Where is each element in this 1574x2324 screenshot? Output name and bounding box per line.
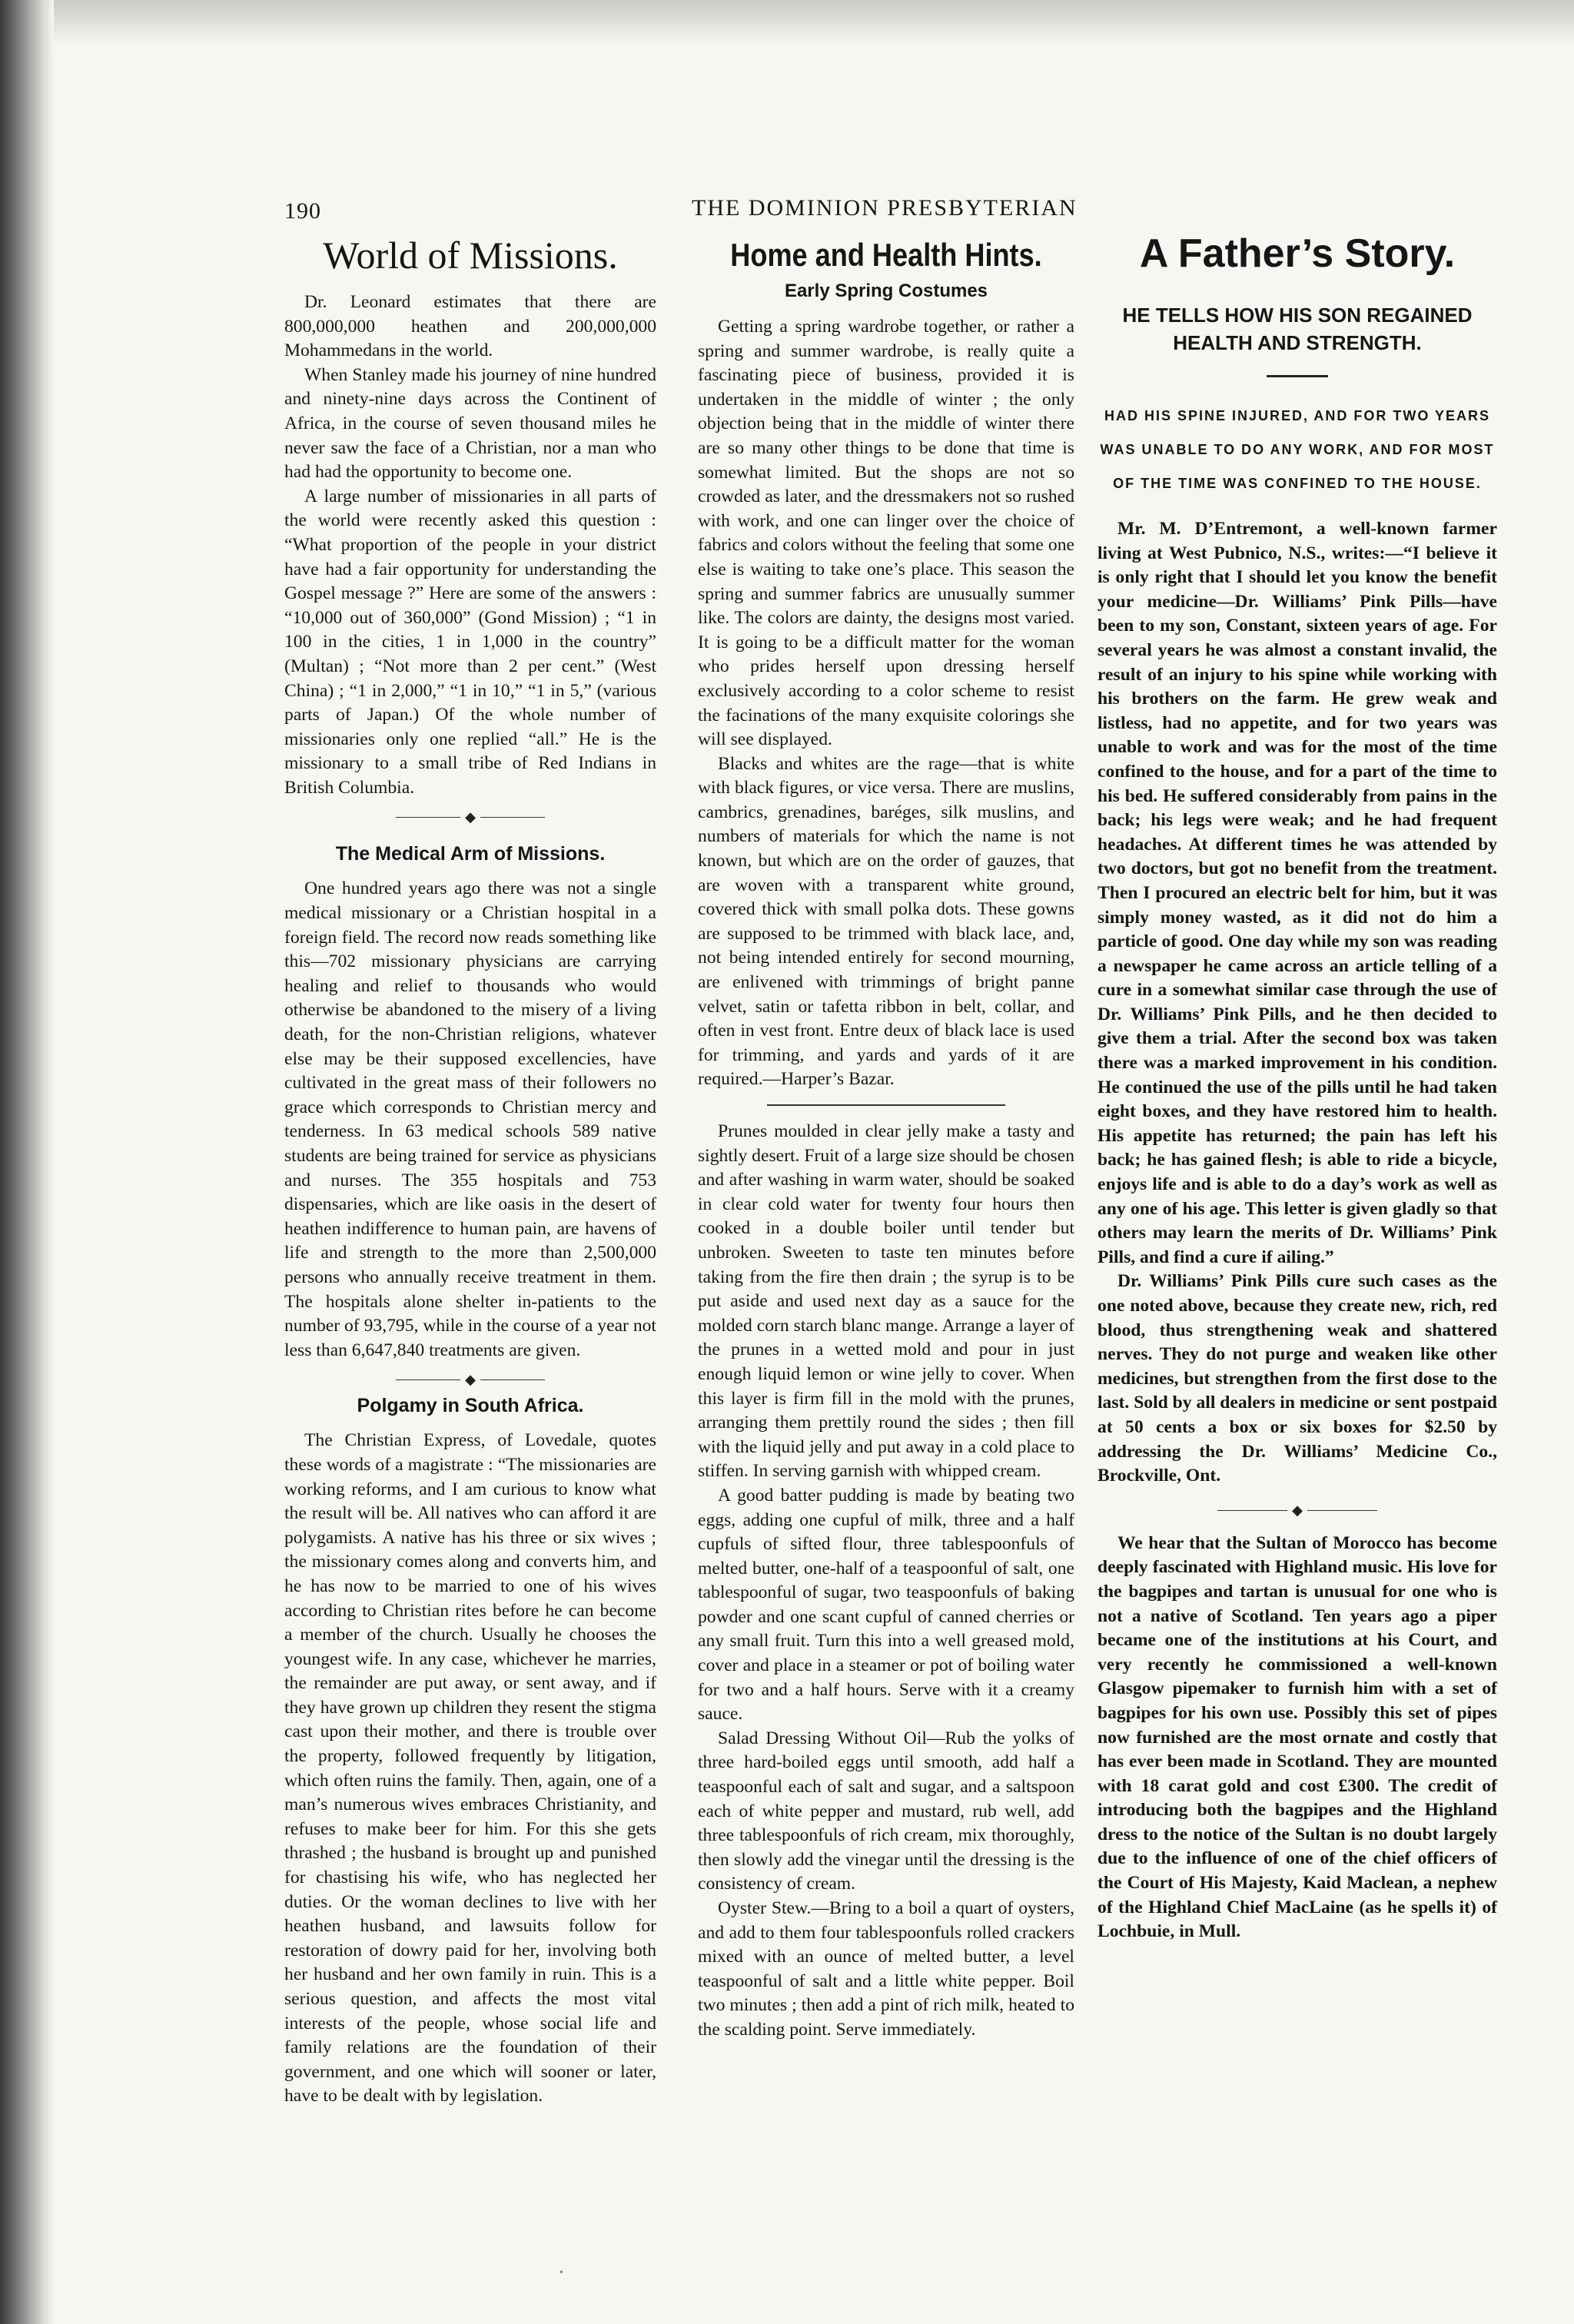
paragraph: One hundred years ago there was not a single medical missionary or a Christian hospital in a foreign field. The record now reads something like this—702 missionary physicians are carrying healing and relief to thousands who would otherwise be abandoned to the misery of a living death, for the non-Christian religions, whatever else may be their supposed excellencies, have cultivated in the great mass of their followers no grace which corresponds to Christian mercy and tenderness. In 63 medical schools 589 native students are being trained for service as physicians and nurses. The 355 hospitals and 753 dispensaries, which are like oasis in the desert of heathen indifference to human pain, are havens of life and strength to the more than 2,500,000 persons who annually receive treatment in them. The hospitals alone shelter in-patients to the number of 93,795, while in the course of a year not less than 6,647,840 treatments are given. — [284, 878, 656, 1360]
scan-speck: • — [560, 2267, 563, 2279]
paragraph-morocco: We hear that the Sultan of Morocco has become deeply fascinated with Highland music. His love for the bagpipes and tartan is unusual for one who is not a native of Scotland. Ten years ago a piper became one of the institutions at his Court, and very recently he commissioned a well-known Glasgow pipemaker to furnish him with a set of bagpipes for his own use. Possibly this set of pipes now furnished are the most ornate and costly that has ever been made in Scotland. They are mounted with 18 carat gold and cost £300. The credit of introducing both the bagpipes and the Highland dress to the notice of the Sultan is no doubt largely due to the influence of one of the chief officers of the Court of His Majesty, Kaid Maclean, a nephew of the Highland Chief MacLaine (as he spells it) of Lochbuie, in Mull. — [1097, 1532, 1497, 1942]
paragraph: Dr. Leonard estimates that there are 800,000,000 heathen and 200,000,000 Mohammedans in the world. — [284, 292, 656, 361]
scan-edge-top — [0, 0, 1574, 46]
paragraph: A large number of missionaries in all parts of the world were recently asked this question : “What proportion of the people in your district have had a fair opportunity for understanding the Gospel message ?” Here are some of the answers : “10,000 out of 360,000” (Gond Mission) ; “1 in 100 in the cities, 1 in 1,000 in the country” (Multan) ; “Not more than 2 per cent.” (West China) ; “1 in 2,000,” “1 in 10,” “1 in 5,” (various parts of Japan.) Of the whole number of missionaries only one replied “all.” He is the missionary to a small tribe of Red Indians in British Columbia. — [284, 486, 656, 798]
paragraph: Getting a spring wardrobe together, or rather a spring and summer wardrobe, is really quite a fascinating piece of business, provided it is undertaken in the middle of winter ; the only objection being that in the middle of winter there are so many other things to be done that time is somewhat limited. But the shops are not so crowded as later, and the dressmakers not so rushed with work, and one can linger over the choice of fabrics and colors without the feeling that some one else is waiting to take one’s place. This season the spring and summer fabrics are unusually summer like. The colors are dainty, the designs most varied. It is going to be a difficult matter for the woman who prides herself upon dressing herself exclusively according to a color scheme to resist the facinations of the many exquisite colorings she will see displayed. — [698, 317, 1074, 750]
paragraph: Mr. M. D’Entremont, a well-known farmer living at West Pubnico, N.S., writes:—“I believe it is only right that I should let you know the benefit your medicine—Dr. Williams’ Pink Pills—have been to my son, Constant, sixteen years of age. For several years he was almost a constant invalid, the result of an injury to his spine while working with his brothers on the farm. He grew weak and listless, had no appetite, and for two years was unable to work and was for the most of the time confined to the house, and for a part of the time to his bed. He suffered considerably from pains in the back; his legs were weak; and he had frequent headaches. At different times he was attended by two doctors, but got no benefit from the treatment. Then I procured an electric belt for him, but it was simply money wasted, as it did not do him a particle of good. One day while my son was reading a newspaper he came across an article telling of a cure in a somewhat similar case through the use of Dr. Williams’ Pink Pills, and he then decided to give them a trial. After the second box was taken there was a marked improvement in his condition. He continued the use of the pills until he had taken eight boxes, and they have restored him to health. His appetite has returned; the pain has left his back; he has gained flesh; is able to ride a bicycle, enjoys life and is able to do a day’s work as well as any one of his age. This letter is given gladly so that others may learn the merits of Dr. Williams’ Pink Pills, and find a cure if ailing.” — [1097, 519, 1497, 1267]
recipe-prunes: Prunes moulded in clear jelly make a tasty and sightly desert. Fruit of a large size should be chosen and after washing in warm water, should be soaked in clear cold water for twenty four hours then cooked in a double boiler until tender but unbroken. Sweeten to taste ten minutes before taking from the fire then drain ; the syrup is to be put aside and used next day as a sauce for the molded corn starch blanc mange. Arrange a layer of the prunes in a wetted mold and pour in just enough liquid lemon or wine jelly to cover. When this layer is firm fill in the mold with the prunes, arranging them prettily round the sides ; then fill with the liquid jelly and put away in a cold place to stiffen. In serving garnish with whipped cream. — [698, 1121, 1074, 1482]
running-head: THE DOMINION PRESBYTERIAN — [692, 195, 1078, 221]
short-rule — [1267, 375, 1328, 377]
heading-polygamy: Polgamy in South Africa. — [357, 1395, 584, 1417]
paragraph: Blacks and whites are the rage—that is white with black figures, or vice versa. There are muslins, cambrics, grenadines, baréges, silk muslins, and numbers of materials for which the name is not known, but which are on the order of gauzes, that are woven with a transparent white ground, covered thick with small polka dots. These gowns are supposed to be trimmed with black lace, and, not being intended entirely for second mourning, are enlivened with trimmings of bright panne velvet, satin or tafetta ribbon in belt, collar, and often in vest front. Entre deux of black lace is used for trimming, and yards and yards of it are required.—Harper’s Bazar. — [698, 753, 1074, 1090]
paragraph: Dr. Williams’ Pink Pills cure such cases as the one noted above, because they create new, rich, red blood, thus strengthening weak and shattered nerves. They do not purge and weaken like other medicines, but strengthen from the first dose to the last. Sold by all dealers in medicine or sent postpaid at 50 cents a box or six boxes for $2.50 by addressing the Dr. Williams’ Medicine Co., Brockville, Ont. — [1097, 1271, 1497, 1486]
deck-headline: HE TELLS HOW HIS SON REGAINED HEALTH AND STRENGTH. — [1122, 304, 1473, 354]
section-title-home-and-health: Home and Health Hints. — [730, 237, 1042, 273]
column-home-and-health — [698, 223, 1074, 2043]
recipe-salad-dressing: Salad Dressing Without Oil—Rub the yolks of three hard-boiled eggs until smooth, add half a teaspoonful each of salt and sugar, and a saltspoon each of white pepper and mustard, rub well, add three tablespoonfuls of rich cream, mix thoroughly, then slowly add the vinegar until the dressing is the consistency of cream. — [698, 1728, 1074, 1894]
section-title-fathers-story: A Father’s Story. — [1139, 231, 1456, 276]
scan-edge-left — [0, 0, 54, 2324]
column-world-of-missions — [284, 223, 656, 2109]
ornament-divider: ◆ — [284, 1372, 656, 1387]
heading-medical-arm: The Medical Arm of Missions. — [335, 843, 606, 865]
ornament-divider: ◆ — [1097, 1502, 1497, 1518]
section-title-world-of-missions: World of Missions. — [323, 234, 618, 277]
page-number: 190 — [284, 198, 321, 224]
paragraph: When Stanley made his journey of nine hundred and ninety-nine days across the Continent of Africa, in the course of seven thousand miles he never saw the face of a Christian, nor a man who had had the opportunity to become one. — [284, 364, 656, 483]
ornament-divider: ◆ — [284, 809, 656, 825]
column-fathers-story — [1097, 223, 1497, 1944]
recipe-oyster-stew: Oyster Stew.—Bring to a boil a quart of oysters, and add to them four tablespoonfuls rolled crackers mixed with an ounce of melted butter, a level teaspoonful of salt and a little white pepper. Boil two minutes ; then add a pint of rich milk, heated to the scalding point. Serve immediately. — [698, 1898, 1074, 2040]
recipe-batter-pudding: A good batter pudding is made by beating two eggs, adding one cupful of milk, three and a half cupfuls of sifted flour, three tablespoonfuls of melted butter, one-half of a teaspoonful of salt, one tablespoonful of sugar, two teaspoonfuls of baking powder and one scant cupful of canned cherries or any small fruit. Turn this into a well greased mold, cover and place in a steamer or pot of boiling water for two and a half hours. Serve with it a creamy sauce. — [698, 1485, 1074, 1725]
subdeck: HAD HIS SPINE INJURED, AND FOR TWO YEARS WAS UNABLE TO DO ANY WORK, AND FOR MOST OF THE TIME WAS CONFINED TO THE HOUSE. — [1100, 408, 1495, 491]
subheading-early-spring: Early Spring Costumes — [784, 281, 988, 301]
rule-divider — [767, 1104, 1005, 1106]
paragraph: The Christian Express, of Lovedale, quotes these words of a magistrate : “The missionaries are working reforms, and I am curious to know what the result will be. All natives who can afford it are polygamists. A native has his three or six wives ; the missionary comes along and converts him, and he has now to be married to one of his wives according to Christian rites before he can become a member of the church. Usually he chooses the youngest wife. In any case, whichever he marries, the remainder are put away, or sent away, and if they have grown up children they resent the stigma cast upon their mother, and there is trouble over the property, followed frequently by litigation, which often ruins the family. Then, again, one of a man’s numerous wives embraces Christianity, and refuses to make beer for him. For this she gets thrashed ; the husband is brought up and punished for chastising his wife, who has neglected her duties. Or the woman declines to live with her heathen husband, and lawsuits follow for restoration of dowry paid for her, involving both her husband and her own family in ruin. This is a serious question, and affects the most vital interests of the people, whose social life and family relations are the foundation of their government, and one which will sooner or later, have to be dealt with by legislation. — [284, 1430, 656, 2107]
